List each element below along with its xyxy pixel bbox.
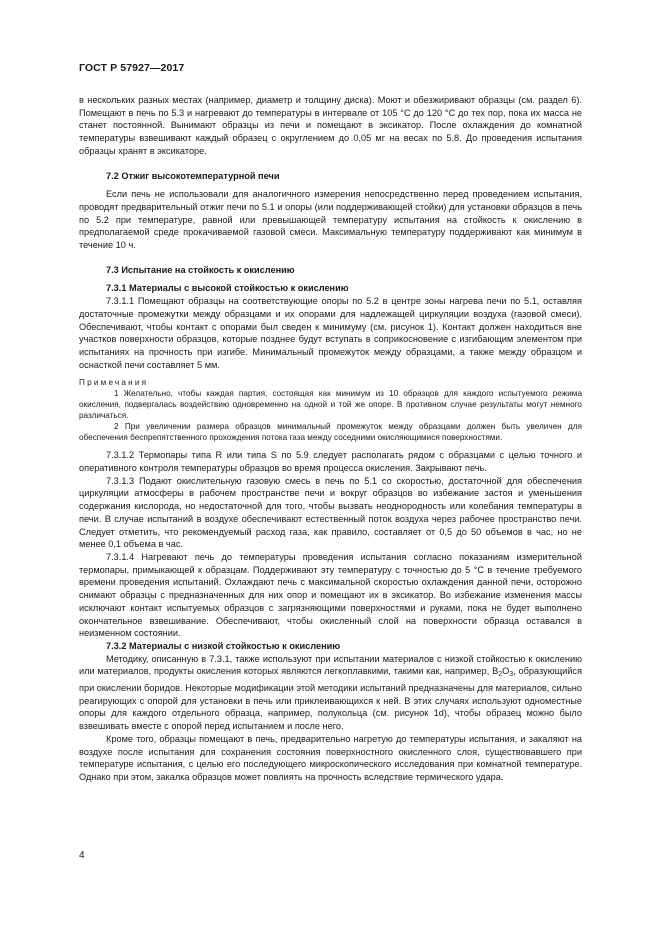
paragraph-7-2: Если печь не использовали для аналогичного измерения непосредственно перед проведением испытания, проводят предварительный отжиг печи по 5.1 и опоры (или поддерживающей стойки) для установки образцов в печь по 5.2 при температуре, равной или превышающей температуру испытания на стойкость к окислению в предполагаемой среде прокачиваемой газовой смеси. Максимальную температуру поддерживают как минимум в течение 10 ч. [79, 189, 582, 251]
note-label: Примечания [79, 378, 149, 388]
paragraph-7-3-1-4: 7.3.1.4 Нагревают печь до температуры проведения испытания согласно показаниям измерительной термопары, примыкающей к образцам. Поддерживают эту температуру с точностью до 5 °С в течение требуемого времени проведения испытаний. Охлаждают печь с максимальной скоростью охлаждения данной печи, осторожно снимают образцы с предназначенных для них опор и помещают их в эксикатор. Во избежание изменения массы исключают контакт испытуемых образцов с загрязняющими поверхностями и руками, пока не будет выполнено окончательное взвешивание. Обеспечивают, чтобы окисленный слой на поверхности образца оставался в неизменном состоянии. [79, 551, 582, 639]
note-1: 1 Желательно, чтобы каждая партия, состоящая как минимум из 10 образцов для каждого испытуемого режима окисления, подвергалась воздействию одновременно на одной и той же опоре. В противном случае результаты могут немного различаться. [79, 389, 582, 421]
subscript: 2 [498, 671, 503, 679]
paragraph-7-3-1-1: 7.3.1.1 Помещают образцы на соответствующие опоры по 5.2 в центре зоны нагрева печи по 5.1, оставляя достаточные промежутки между образцами и их опорами для надлежащей циркуляции воздуха (газовой смеси). Обеспечивают, чтобы контакт с опорами был сведен к минимуму (см. рисунок 1). Контакт должен находиться вне участков поверхности образцов, которые позднее будут вступать в соприкосновение с изгибающим элементом при испытаниях на прочность при изгибе. Минимальный промежуток между образцами, а также между образцом и оснасткой печи составляет 5 мм. [79, 296, 582, 370]
paragraph-7-3-1-3: 7.3.1.3 Подают окислительную газовую смесь в печь по 5.1 со скоростью, достаточной для обеспечения циркуляции атмосферы в рабочем пространстве печи и вокруг образцов во избежание застоя и уменьшения содержания кислорода, но недостаточной для того, чтобы вызвать неоднородность или колебания температуры в печи. В случае испытаний в воздухе обеспечивают естественный поток воздуха через рабочее пространство печи. Следует отметить, что рекомендуемый расход газа, как правило, составляет от 0,5 до 50 объемов в час, но не менее 0,1 объема в час. [79, 475, 582, 550]
document-body [79, 94, 582, 784]
paragraph-7-3-2 [79, 653, 582, 733]
section-heading-7-3-2: 7.3.2 Материалы с низкой стойкостью к окислению [106, 640, 341, 651]
section-heading-7-2: 7.2 Отжиг высокотемпературной печи [106, 170, 280, 181]
page-number: 4 [79, 850, 85, 861]
text-run: , образующийся при окислении боридов. Некоторые модификации этой методики испытаний предназначены для материалов, сильно реагирующих с опорой для установки в печь или приклеивающихся к ней. В этих случаях используют одноместные опоры для каждого отдельного образца, например, полукольца (см. рисунок 1d), чтобы образец можно было взвешивать вместе с опорой перед испытанием и после него. [79, 666, 582, 732]
document-header: ГОСТ Р 57927—2017 [79, 62, 185, 74]
text-run: Методику, описанную в 7.3.1, также используют при испытании материалов с низкой стойкостью к окислению или материалов, продукты окисления которых являются легкоплавкими, такими как, например, B [79, 653, 582, 677]
paragraph-7-3-2-continued: Кроме того, образцы помещают в печь, предварительно нагретую до температуры испытания, и закаляют на воздухе после испытания для сохранения состояния поверхностного окисленного слоя, существовавшего при температуре испытания, с целью его последующего микроскопического исследования при комнатной температуре. Однако при этом, закалка образцов может повлиять на прочность вследствие термического удара. [79, 733, 582, 782]
paragraph-intro: в нескольких разных местах (например, диаметр и толщину диска). Моют и обезжиривают образцы (см. раздел 6). Помещают в печь по 5.3 и нагревают до температуры в интервале от 105 °С до 120 °С до тех пор, пока их масса не станет постоянной. Вынимают образцы из печи и помещают в эксикатор. После охлаждения до комнатной температуры взвешивают каждый образец с округлением до 0,05 мг на весах по 5.8. До проведения испытания образцы хранят в эксикаторе. [79, 95, 582, 156]
section-heading-7-3-1: 7.3.1 Материалы с высокой стойкостью к окислению [106, 283, 349, 294]
text-run: O [502, 666, 510, 677]
note-2: 2 При увеличении размера образцов минимальный промежуток между образцами должен быть увеличен для обеспечения беспрепятственного прохождения потока газа между соседними окисляющимися поверхностями. [79, 422, 582, 443]
section-heading-7-3: 7.3 Испытание на стойкость к окислению [106, 264, 295, 275]
paragraph-7-3-1-2: 7.3.1.2 Термопары типа R или типа S по 5.9 следует располагать рядом с образцами с целью точного и оперативного контроля температуры образцов во время процесса окисления. Закрывают печь. [79, 450, 582, 474]
subscript: 3 [509, 671, 514, 679]
